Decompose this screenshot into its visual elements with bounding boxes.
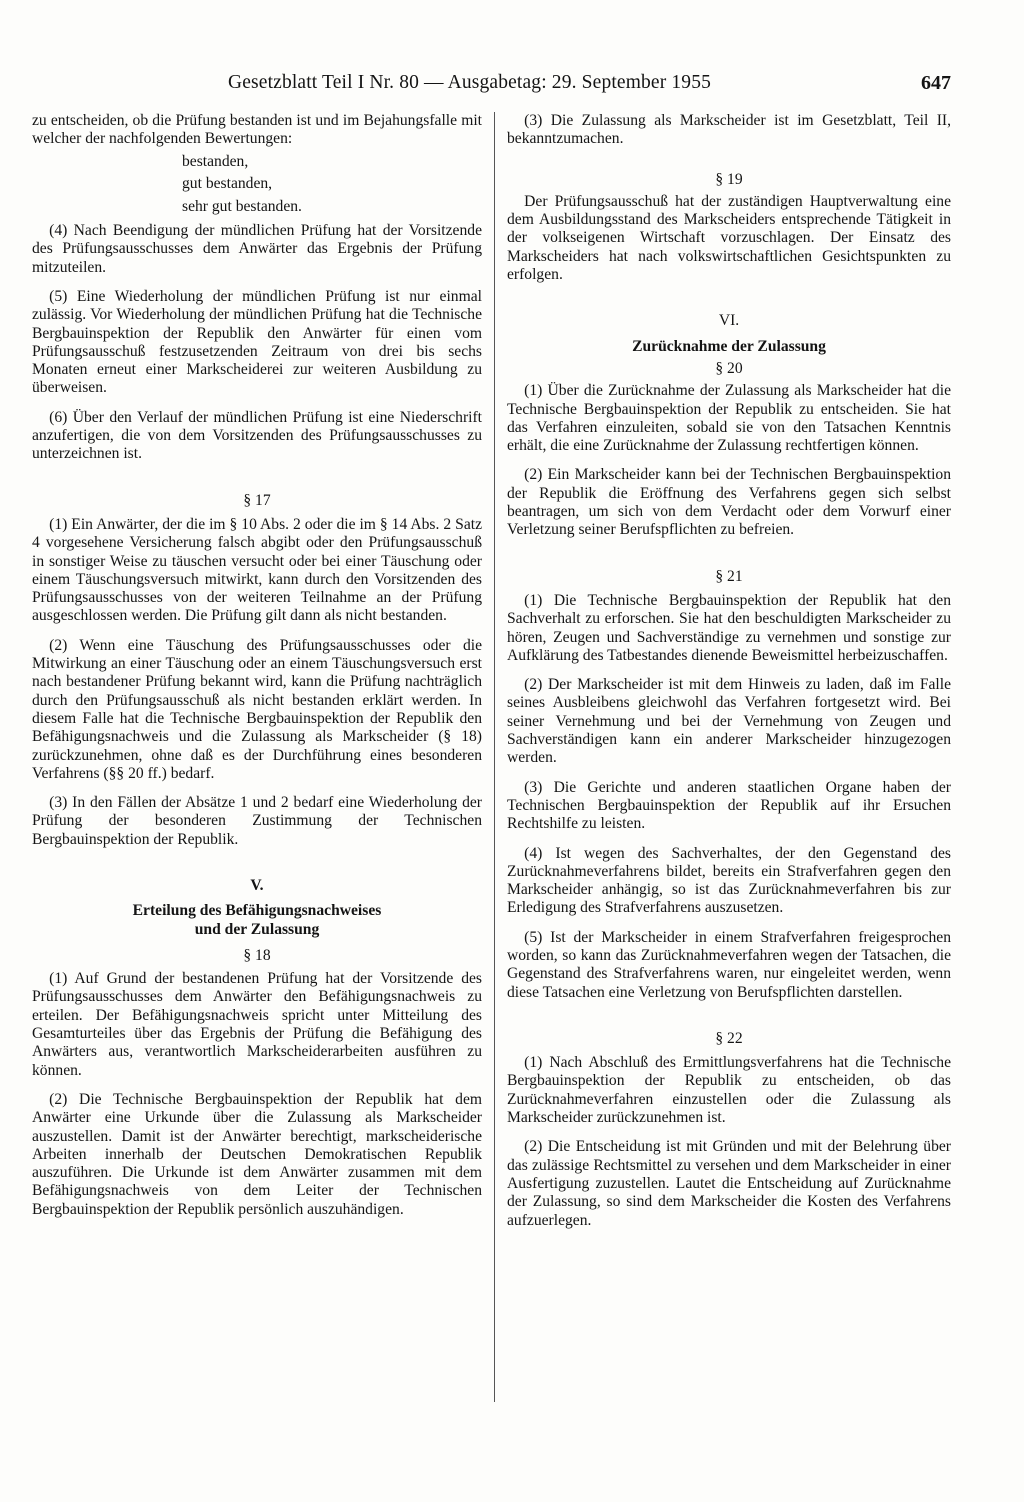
paragraph-16-5: (5) Eine Wiederholung der mündlichen Prüfung ist nur einmal zulässig. Vor Wiederholung der mündlichen Prüfung hat die Technische Bergbauinspektion der Republik den Anwärter für einen vom Prüfungsausschuß festzusetzenden Zeitraum von drei bis sechs Monaten erneut einer Markscheiderei zur weiteren Ausbildung zu überweisen.	[32, 287, 482, 397]
paragraph-18-1: (1) Auf Grund der bestandenen Prüfung hat der Vorsitzende des Prüfungsausschusses dem Anwärter den Befähigungsnachweis zu erteilen. Der Befähigungsnachweis spricht unter Mitteilung des Gesamturteiles über das Ergebnis der Prüfung die Befähigung des Anwärters aus, verantwortlich Markscheiderarbeiten ausführen zu können.	[32, 970, 482, 1079]
section-heading-17: § 17	[243, 491, 271, 509]
left-column	[32, 112, 482, 1219]
paragraph-19: Der Prüfungsausschuß hat der zuständigen Hauptverwaltung eine dem Ausbildungsstand des Markscheiders entsprechende Tätigkeit in der volkseigenen Wirtschaft vorzuschlagen. Der Einsatz des Markscheiders hat nach volkswirtschaftlichen Gesichtspunkten zu erfolgen.	[507, 192, 951, 284]
paragraph-16-4: (4) Nach Beendigung der mündlichen Prüfung hat der Vorsitzende des Prüfungsausschusses dem Anwärter das Ergebnis der Prüfung mitzuteilen.	[32, 222, 482, 276]
grade-item: bestanden,	[182, 152, 249, 170]
section-heading-19: § 19	[715, 170, 743, 188]
section-heading-21: § 21	[715, 567, 743, 585]
section-heading-20: § 20	[715, 359, 743, 377]
paragraph-21-5: (5) Ist der Markscheider in einem Strafverfahren freigesprochen worden, so kann das Zurücknahmeverfahren wegen der Tatsachen, die Gegenstand des Strafverfahrens waren, nur eingeleitet werden, wenn diese Tatsachen eine Verletzung von Berufspflichten darstellen.	[507, 928, 951, 1001]
grade-item: gut bestanden,	[182, 175, 273, 193]
paragraph-17-3: (3) In den Fällen der Absätze 1 und 2 bedarf eine Wiederholung der Prüfung der besonderen Zustimmung der Technischen Bergbauinspektion der Republik.	[32, 794, 482, 848]
part-title-v-line-2: und der Zulassung	[194, 920, 320, 938]
paragraph-21-3: (3) Die Gerichte und anderen staatlichen Organe haben der Technischen Bergbauinspektion der Republik auf ihr Ersuchen Rechtshilfe zu leisten.	[507, 778, 951, 833]
grade-item: sehr gut bestanden.	[182, 197, 302, 215]
part-title-vi: Zurücknahme der Zulassung	[632, 337, 826, 355]
column-divider	[494, 112, 495, 1402]
section-heading-18: § 18	[243, 946, 271, 964]
header-title: Gesetzblatt Teil I Nr. 80 — Ausgabetag: 29. September 1955	[228, 72, 712, 93]
paragraph-22-1: (1) Nach Abschluß des Ermittlungsverfahrens hat die Technische Bergbauinspektion der Republik zu entscheiden, ob das Zurücknahmeverfahren einzustellen oder die Zulassung als Markscheider zurückzunehmen ist.	[507, 1054, 951, 1127]
paragraph-17-2: (2) Wenn eine Täuschung des Prüfungsausschusses oder die Mitwirkung an einer Täuschung oder an einem Täuschungsversuch erst nach bestandener Prüfung bekannt wird, kann die Prüfung nachträglich durch den Prüfungsausschuß als nicht bestanden erklärt werden. In diesem Falle hat die Technische Bergbauinspektion der Republik den Befähigungsnachweis und die Zulassung als Markscheider (§ 18) zurückzunehmen, ohne daß es der Durchführung eines besonderen Verfahrens (§§ 20 ff.) bedarf.	[32, 636, 482, 782]
right-column	[507, 112, 951, 1230]
grade-list	[182, 151, 482, 219]
part-heading-v: V.	[250, 877, 264, 894]
paragraph-18-2: (2) Die Technische Bergbauinspektion der Republik hat dem Anwärter eine Urkunde über die Zulassung als Markscheider auszustellen. Damit ist der Anwärter berechtigt, markscheiderische Arbeiten innerhalb der Deutschen Demokratischen Republik auszuführen. Die Urkunde ist dem Anwärter zusammen mit dem Befähigungsnachweis von dem Leiter der Technischen Bergbauinspektion der Republik persönlich auszuhändigen.	[32, 1090, 482, 1218]
paragraph-21-1: (1) Die Technische Bergbauinspektion der Republik hat den Sachverhalt zu erforschen. Sie hat den beschuldigten Markscheider zu hören, Zeugen und Sachverständige zu vernehmen und sonstige zur Aufklärung des Tatbestandes dienende Beweismittel herbeizuschaffen.	[507, 591, 951, 664]
paragraph-22-2: (2) Die Entscheidung ist mit Gründen und mit der Belehrung über das zulässige Rechtsmittel zu versehen und dem Markscheider in einer Ausfertigung zuzustellen. Lautet die Entscheidung auf Zurücknahme der Zulassung, so sind dem Markscheider die Kosten des Verfahrens aufzuerlegen.	[507, 1138, 951, 1229]
part-heading-vi: VI.	[718, 312, 740, 330]
page-number: 647	[921, 72, 951, 94]
paragraph-20-2: (2) Ein Markscheider kann bei der Technischen Bergbauinspektion der Republik die Eröffnung des Verfahrens gegen sich selbst beantragen, um sich von dem Verdacht oder dem Vorwurf einer Verletzung seiner Berufspflichten zu befreien.	[507, 466, 951, 539]
paragraph-21-4: (4) Ist wegen des Sachverhaltes, der den Gegenstand des Zurücknahmeverfahrens bildet, bereits ein Strafverfahren gegen den Markscheider anhängig, so ist das Zurücknahmeverfahren bis zur Erledigung des Strafverfahrens auszusetzen.	[507, 844, 951, 917]
paragraph-16-6: (6) Über den Verlauf der mündlichen Prüfung ist eine Niederschrift anzufertigen, die von dem Vorsitzenden des Prüfungsausschusses zu unterzeichnen ist.	[32, 408, 482, 463]
paragraph-17-1: (1) Ein Anwärter, der die im § 10 Abs. 2 oder die im § 14 Abs. 2 Satz 4 vorgesehene Versicherung falsch abgibt oder den Prüfungsausschuß in sonstiger Weise zu täuschen versucht oder bei einer Täuschung oder einem Täuschungsversuch mitwirkt, kann durch den Vorsitzenden des Prüfungsausschusses von der weiteren Teilnahme an der Prüfung ausgeschlossen werden. Die Prüfung gilt dann als nicht bestanden.	[32, 515, 482, 625]
paragraph-18-3: (3) Die Zulassung als Markscheider ist im Gesetzblatt, Teil II, bekanntzumachen.	[507, 112, 951, 148]
paragraph-20-1: (1) Über die Zurücknahme der Zulassung als Markscheider hat die Technische Bergbauinspektion der Republik zu entscheiden. Sie hat das Verfahren einzuleiten, sobald sie von den Tatsachen Kenntnis erhält, die eine Zurücknahme der Zulassung rechtfertigen können.	[507, 382, 951, 455]
paragraph-16-3-continued: zu entscheiden, ob die Prüfung bestanden ist und im Bejahungsfalle mit welcher der nachfolgenden Bewertungen:	[32, 112, 482, 148]
part-title-v-line-1: Erteilung des Befähigungsnachweises	[132, 902, 382, 920]
page-header	[0, 72, 1024, 100]
paragraph-21-2: (2) Der Markscheider ist mit dem Hinweis zu laden, daß im Falle seines Ausbleibens gleichwohl das Verfahren fortgesetzt wird. Bei seiner Vernehmung und bei der Vernehmung von Zeugen und Sachverständigen kann ein anderer Markscheider hinzugezogen werden.	[507, 676, 951, 767]
section-heading-22: § 22	[715, 1029, 743, 1047]
